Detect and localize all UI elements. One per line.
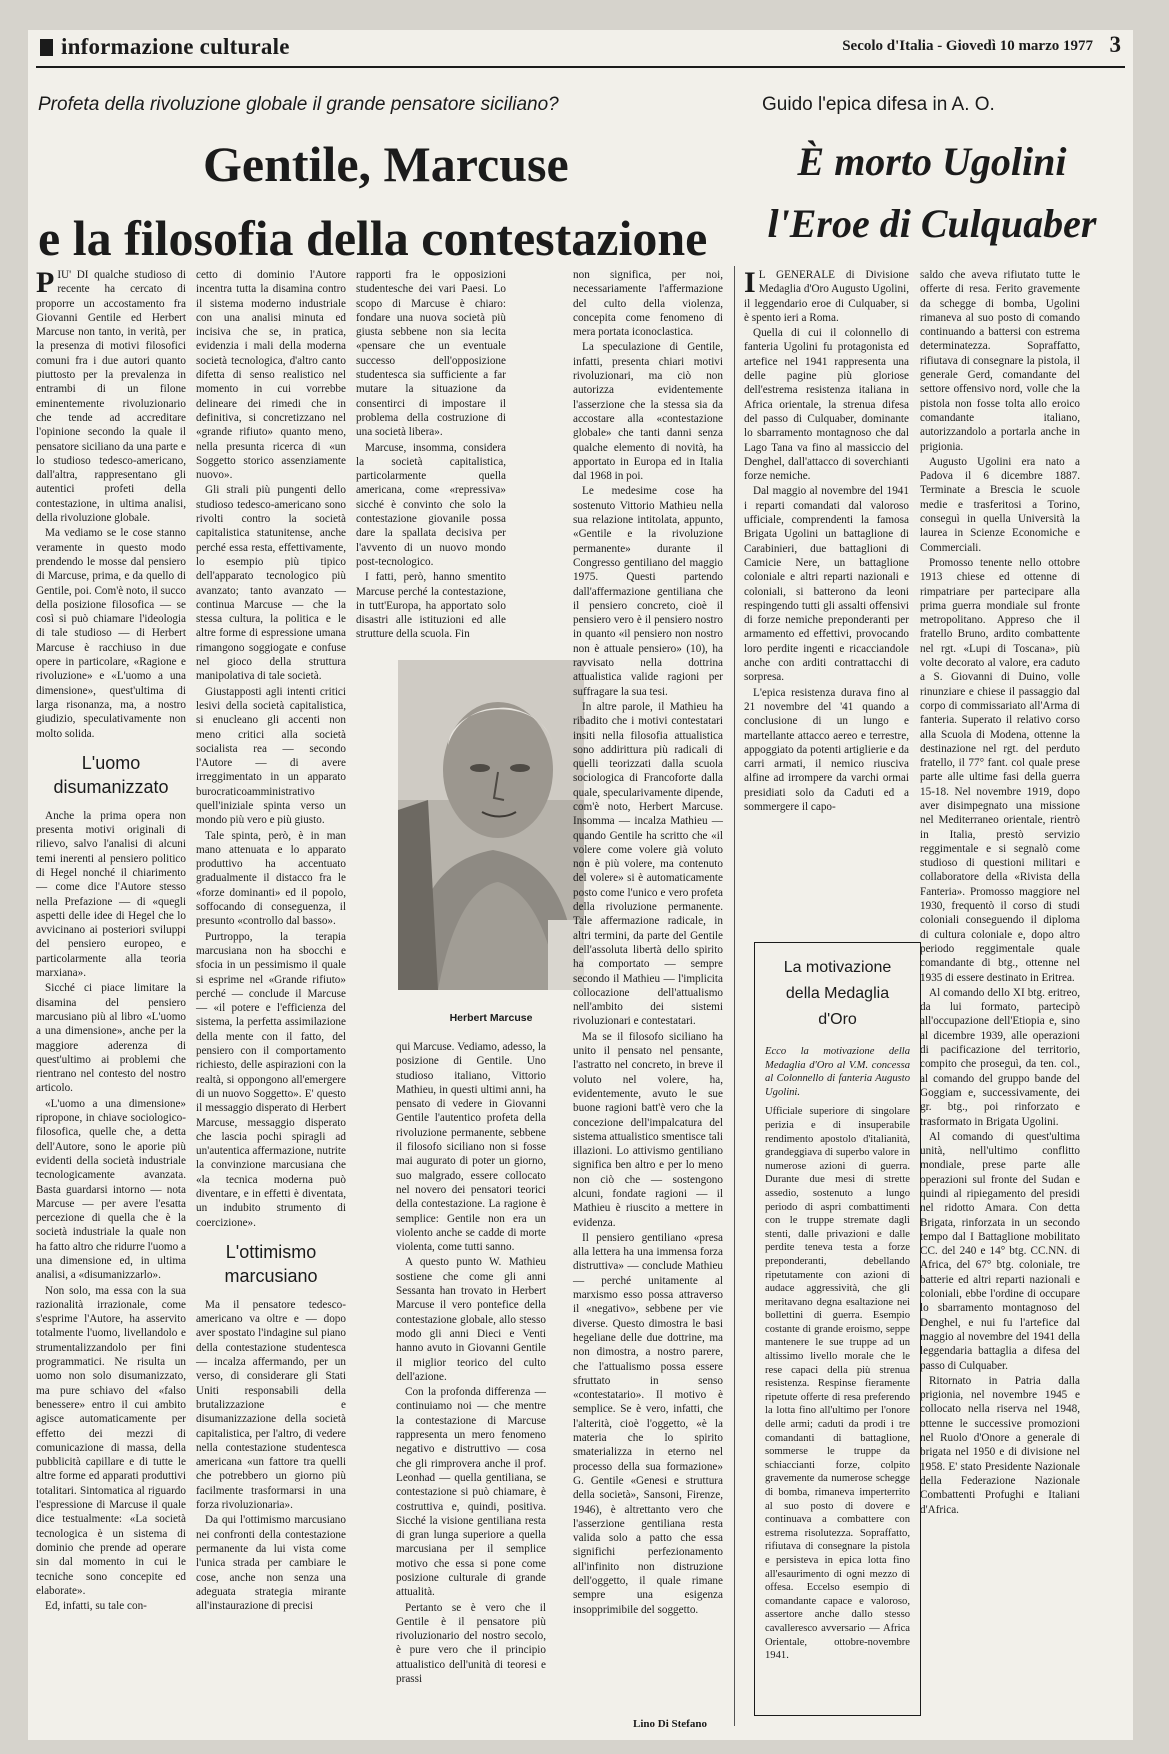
main-column-2 xyxy=(196,268,346,1730)
section-marker-icon xyxy=(40,39,53,56)
paragraph: Anche la prima opera non presenta motivi originali di rilievo, salvo l'analisi di alcuni temi inerenti al pensiero politico di Hegel nonché il chiarimento — come dice l'Autore stesso nella Prefazione — di «quegli aspetti delle idee di Hegel che lo avvicinano ai posteriori sviluppi del pensiero europeo, e particolarmente alla teoria marxiana». xyxy=(36,809,186,980)
paragraph: I fatti, però, hanno smentito Marcuse perché la contestazione, in tutt'Europa, ha apportato solo disastri alle istituzioni ed alle strutture della scuola. Fin xyxy=(356,571,506,641)
drop-cap: P xyxy=(36,266,55,299)
masthead-rule xyxy=(36,66,1125,68)
paragraph: Ritornato in Patria dalla prigionia, nel novembre 1945 e collocato nella riserva nel 1948, ottenne le successive promozioni nel Ruolo d'Onore a generale di brigata nel 1950 e di divisione nel 1958. E' stato Presidente Nazionale della Federazione Nazionale Combattenti Profughi e Italiani d'Africa. xyxy=(920,1374,1080,1516)
main-title-line2: e la filosofia della contestazione xyxy=(38,210,708,266)
section-header xyxy=(40,34,290,60)
paragraph: PIU' DI qualche studioso di recente ha cercato di proporre un accostamento fra Giovanni Gentile ed Herbert Marcuse non tanto, in verità, per la presenza di motivi filosofici comuni fra i due autori quanto piuttosto per la prevalenza in entrambi di un filone eminentemente rivoluzionario che tende ad accreditare l'opinione secondo la quale il pensatore siciliano da una parte e lo studioso tedesco-americano, dall'altra, rappresentano gli autentici profeti della contestazione, in ultima analisi, della rivoluzione globale. xyxy=(36,266,186,525)
paragraph: Ma se il filosofo siciliano ha unito il pensato nel pensante, l'astratto nel concreto, in breve il voluto nel volere, ha, evidentemente, avuto le sue buone ragioni batt'è vero che la concezione dell'impalcatura del sistema attualistico smentisce tali illazioni. Lo attivismo gentiliano significa ben altro e per lo meno non ciò che — sostengono alcuni, fondate ragioni — il Mathieu è riuscito a mettere in evidenza. xyxy=(573,1030,723,1229)
side-title-line2: l'Eroe di Culquaber xyxy=(767,201,1097,246)
paragraph: Promosso tenente nello ottobre 1913 chiese ed ottenne di rimpatriare per partecipare alla prima guerra mondiale sul fronte metropolitano. Appreso che il fratello Bruno, ardito combattente nel rgt. «Lupi di Toscana», più volte decorato al valore, era caduto a S. Giovanni di Duino, volle rinunziare e chiese il passaggio dal corpo di commissariato all'Arma di fanteria. Superato il relativo corso alla Scuola di Modena, ottenne la destinazione nel rgt. del perduto fratello, il 77° fant. col quale prese parte alle ultime fasi della guerra 15-18. Nel novembre 1919, dopo aver disimpegnato una missione nel Mediterraneo orientale, rientrò in Italia, prestò servizio reggimentale e si segnalò come studioso di questioni militari e collaboratore della «Rivista della Fanteria». Promosso maggiore nel 1930, frequentò il corso di studi coloniali conseguendo il diploma di cultura coloniale e, dopo altro periodo reggimentale quale comandante di btg., ottenne nel 1935 di essere destinato in Eritrea. xyxy=(920,556,1080,984)
paragraph: rapporti fra le opposizioni studentesche dei vari Paesi. Lo scopo di Marcuse è chiaro: fondare una nuova società più giusta sebbene non sia lecita «pensare che un eventuale successo dell'opposizione studentesca sia sufficiente a far mutare la situazione da consentirci di impostare il problema della costruzione di una società libera». xyxy=(356,269,506,439)
paragraph: Sicché ci piace limitare la disamina del pensiero marcusiano più al libro «L'uomo a una dimensione», anche per la maggiore aderenza di quest'ultimo ai problemi che rientrano nel contesto del nostro articolo. xyxy=(36,982,186,1095)
main-column-3-bottom xyxy=(396,1040,546,1730)
motivation-box-title: La motivazione della Medaglia d'Oro xyxy=(783,959,892,1028)
paragraph: Con la profonda differenza — continuiamo noi — che mentre la contestazione di Marcuse rappresenta un mero fenomeno negativo e distruttivo — cosa che gli rimprovera anche il prof. Leonhad — quella gentiliana, se contestazione si può chiamare, è costruttiva e, quindi, positiva. Sicché la visione gentiliana resta di gran lunga superiore a quella marcusiana per il semplice motivo che essa si pone come posizione culturale di grande attualità. xyxy=(396,1386,546,1599)
paragraph: Tale spinta, però, è in man mano attenuata e lo apparato produttivo ha accentuato gradualmente il distacco fra le «forze dominanti» ed il popolo, soffocando di conseguenza, il presunto «controllo dal basso». xyxy=(196,829,346,928)
page-number: 3 xyxy=(1109,32,1121,57)
marcuse-portrait-image xyxy=(398,660,584,990)
paragraph: L'epica resistenza durava fino al 21 novembre del '41 quando a conclusione di un lungo e martellante attacco aereo e terrestre, appoggiato da potenti artiglierie e da carri armati, il nemico riusciva alfine ad irrompere da varchi ormai presidiati solo da Caduti ed a sommergere il capo- xyxy=(744,686,909,813)
side-title-line1: È morto Ugolini xyxy=(797,139,1067,184)
paragraph: Il pensiero gentiliano «presa alla lettera ha una immensa forza distruttiva» — conclude Mathieu — perché unitamente al marxismo esso possa attraverso il «negativo», sebbene per vie diverse. Questo dimostra le basi hegeliane delle due dottrine, ma non dimostra, a nostro parere, che l'attualismo possa essere sfruttato in senso «contestatario». Il motivo è semplice. Se è vero, infatti, che l'alterità, cioè l'oggetto, «è la materia che lo spirito smaterializza in eterno nel processo della sua formazione» G. Gentile «Genesi e struttura della società», Sansoni, Firenze, 1946), è altrettanto vero che l'asserzione gentiliana resta valida solo a patto che essa significhi perfezionamento all'infinito non distruzione dell'oggetto, il quale rimane sempre una esigenza insopprimibile del soggetto. xyxy=(573,1231,723,1616)
section-title: informazione culturale xyxy=(61,34,290,59)
paragraph: I L GENERALE di Divisione Medaglia d'Oro Augusto Ugolini, il leggendario eroe di Culquaber, si è spento ieri a Roma. xyxy=(744,266,909,324)
motivation-box xyxy=(754,942,921,1716)
subheading-ottimismo-marcusiano: L'ottimismo marcusiano xyxy=(224,1241,318,1286)
main-column-3-top xyxy=(356,268,506,641)
main-column-1 xyxy=(36,268,186,1730)
paragraph: Marcuse, insomma, considera la società capitalistica, particolarmente quella americana, come «repressiva» sicché è convinto che solo la contestazione giovanile possa dare la spallata decisiva per l'avvento di un nuovo mondo post-tecnologico. xyxy=(356,441,506,568)
paragraph: Non solo, ma essa con la sua razionalità irrazionale, come s'esprime l'Autore, ha asservito totalmente l'uomo, livellandolo e strumentalizzandolo per fini programmatici. Ne risulta un uomo non solo disumanizzato, ma pure schiavo del «falso benessere» entro il cui ambito agisce automaticamente per effetto dei mezzi di comunicazione di massa, della pubblicità capillare e di tutte le altre forme ed apparati produttivi totalitari. Sintomatica al riguardo l'espressione di Marcuse il quale dice testualmente: «La società tecnologica è un sistema di dominio che prende ad operare sin dal momento in cui le tecniche sono concepite ed elaborate». xyxy=(36,1284,186,1597)
motivation-text: Ufficiale superiore di singolare perizia e di insuperabile rendimento apostolo d'italianità, grandeggiava di superbo valore in numerose azioni di guerra. Durante due mesi di strette assedio, sostenuto a lungo periodo di aspri combattimenti con le truppe stremate dagli stenti, dalle privazioni e dalle perdite teneva testa a forze preponderanti, debellando ripetutamente con azioni di audace aggressività, che gli meritavano degna esaltazione nei bollettini di guerra. Esempio costante di grande eroismo, seppe mantenere le sue truppe ad un altissimo livello morale che le rese capaci della più strenua resistenza. Respinse fieramente ripetute offerte di resa preferendo la lotta fino all'ultimo per l'onore delle armi; caduti da prodi i tre comandanti di battaglione, sommerse le truppe da schiaccianti forze, colpito gravemente da numerose schegge di bomba, rimaneva imperterrito al suo posto di dovere e continuava a combattere con estrema risolutezza. Sopraffatto, rifiutava di consegnare la pistola e persisteva in epica lotta fino all'esaurimento di ogni mezzo di offesa. Eccelso esempio di comandante capace e valoroso, assertore anche dallo stesso cavalleresco avversario — Africa Orientale, ottobre-novembre 1941. xyxy=(765,1106,910,1662)
byline: Lino Di Stefano xyxy=(633,1718,707,1730)
paragraph: saldo che aveva rifiutato tutte le offerte di resa. Ferito gravemente da schegge di bomba, Ugolini rimaneva al suo posto di comando continuando a battersi con estrema determinatezza. Sopraffatto, rifiutava di consegnare la pistola, il generale Gerd, comandante del settore offensivo nord, volle che la pistola non fosse tolta allo eroico comandante italiano, autorizzandolo a portarla anche in prigionia. xyxy=(920,269,1080,453)
paragraph: In altre parole, il Mathieu ha ribadito che i motivi contestatari insiti nella filosofia attualistica sono addirittura più radicali di quelli teorizzati dalla scuola sociologica di Francoforte dalla quale, specularivamente dipende, com'è noto, Herbert Marcuse. Insomma — incalza Mathieu — quando Gentile ha scritto che «il volere come volere già voluto non è più volere, ma contenuto del volere» si è automaticamente posto come l'unico e vero profeta della rivoluzione permanente. Tale affermazione radicale, in altri termini, da parte del Gentile dell'assoluta libertà dello spirito ha comportato — sempre secondo il Mathieu — l'implicita collocazione dell'attualismo nell'ambito dei sistemi rivoluzionari e contestatari. xyxy=(573,700,723,1028)
paragraph: Dal maggio al novembre del 1941 i reparti comandati dal valoroso ufficiale, comprendenti la famosa Brigata Ugolini un battaglione di Carabinieri, due battaglioni di Camicie Nere, un battaglione coloniale e altri reparti nazionali e coloniali, si batterono da leoni respingendo tutti gli assalti offensivi di forze nemiche preponderanti per armamento ed effettivi, provocando loro perdite ingenti e ricacciandole anche con arditi contrattacchi di sorpresa. xyxy=(744,485,909,684)
paragraph: Ma il pensatore tedesco-americano va oltre e — dopo aver spostato l'indagine sul piano della contestazione studentesca — incalza affermando, per un verso, di considerare gli Stati Uniti responsabili della brutalizzazione e disumanizzazione della società capitalistica, per l'altro, di vedere nella contestazione studentesca americana «un fattore tra quelli che potrebbero un giorno più facilmente trasformarsi in una forza rivoluzionaria». xyxy=(196,1298,346,1512)
paragraph: cetto di dominio l'Autore incentra tutta la disamina contro il sistema moderno industriale con una analisi minuta ed incisiva che se, in pratica, evidenzia i mali della moderna società tecnologica, d'altro canto difetta di senso realistico nel momento in cui vorrebbe delineare dei rimedi che in definitiva, si concretizzano nel «grande rifiuto» quanto meno, nella presunta ricerca di «un Soggetto storico assenziamente nuovo». xyxy=(196,269,346,482)
paragraph: Ma vediamo se le cose stanno veramente in questo modo prendendo le mosse dal pensiero di Marcuse, prima, e da quello di Gentile, poi. Com'è noto, il succo della posizione filosofica — se così si può chiamare l'ideologia di tale studioso — di Herbert Marcuse è racchiuso in due opere in particolare, «Ragione e rivoluzione» e «L'uomo a una dimensione», quest'ultima di larga risonanza, ma, a nostro giudizio, speculativamente non molto solida. xyxy=(36,527,186,740)
side-column-2 xyxy=(920,268,1080,1730)
paragraph: La speculazione di Gentile, infatti, presenta chiari motivi rivoluzionari, ma ciò non autorizza evidentemente l'asserzione che la stessa sia da accostare alla «contestazione globale» che tanti danni senza qualche elemento di novità, ha apportato in Europa ed in Italia dal 1968 in poi. xyxy=(573,341,723,483)
main-kicker: Profeta della rivoluzione globale il grande pensatore siciliano? xyxy=(38,94,559,115)
side-column-1 xyxy=(744,268,909,938)
paragraph: A questo punto W. Mathieu sostiene che come gli anni Sessanta han trovato in Herbert Marcuse il vero pontefice della contestazione globale, allo stesso modo gli anni Dieci e Venti hanno avuto in Giovanni Gentile il miglior teorico del culto dell'azione. xyxy=(396,1256,546,1383)
paragraph: Augusto Ugolini era nato a Padova il 6 dicembre 1887. Terminate a Brescia le scuole medie e trasferitosi a Torino, conseguì in quella Università la laurea in Scienze Economiche e Commerciali. xyxy=(920,455,1080,554)
paragraph: Da qui l'ottimismo marcusiano nei confronti della contestazione permanente da lui vista come l'unica strada per cambiare le cose, anche non senza una adeguata strategia mirante all'instaurazione di precisi xyxy=(196,1514,346,1613)
photo-caption: Herbert Marcuse xyxy=(449,1012,533,1024)
paragraph: Giustapposti agli intenti critici lesivi della società capitalistica, si enucleano gli accenti non meno critici alla società socialista rea — secondo l'Autore — di avere irreggimentato in un apparato burocraticoamministrativo quell'iniziale spinta verso un mondo più vero e più giusto. xyxy=(196,685,346,827)
publication-date: Secolo d'Italia - Giovedì 10 marzo 1977 xyxy=(842,38,1093,54)
motivation-intro: Ecco la motivazione della Medaglia d'Oro al V.M. concessa al Colonnello di fanteria Augusto Ugolini. xyxy=(765,1046,910,1098)
paragraph: Al comando di quest'ultima unità, nell'ultimo conflitto mondiale, prese parte alle operazioni sul fronte del Sudan e quindi al ripiegamento del presidi nel ridotto Amara. Con detta Brigata, rinforzata in un secondo tempo dal I Battaglione mobilitato CC. del 240 e 14° btg. CC.NN. di Africa, del 67° btg. coloniale, tre batterie ed altri reparti nazionali e coloniali, ebbe l'ordine di occupare lo sbarramento montagnoso del Denghel, e nui fu l'artefice dal maggio al novembre del 1941 della leggendaria battaglia a difesa del passo di Culquaber. xyxy=(920,1130,1080,1372)
newspaper-page xyxy=(28,30,1133,1740)
paragraph: Pertanto se è vero che il Gentile è il pensatore più rivoluzionario del nostro secolo, è pure vero che il principio attualistico dell'unità di teoresi e prassi xyxy=(396,1601,546,1686)
paragraph: Al comando dello XI btg. eritreo, da lui formato, partecipò all'occupazione dell'Etiopia e, sino al dicembre 1939, alle operazioni di pacificazione del territorio, compito che proseguì, da ten. col., al comando del gruppo bande del Goggiam e, successivamente, dei gr. btg., poi rinforzato e trasformato in Brigata Ugolini. xyxy=(920,986,1080,1128)
paragraph: Gli strali più pungenti dello studioso tedesco-americano sono rivolti contro la società capitalistica statunitense, anche perché essa resta, effettivamente, lo esempio più tipico dell'apparato tecnologico più avanzato; tanto avanzato — continua Marcuse — che la stessa cultura, la politica e le altre forme di espressione umana rimangono soggiogate e confuse nel gioco della struttura manipolativa di tale società. xyxy=(196,484,346,683)
paragraph: non significa, per noi, necessariamente l'affermazione del culto della violenza, concepita come fenomeno di mera portata iconoclastica. xyxy=(573,269,723,339)
paragraph: «L'uomo a una dimensione» ripropone, in chiave sociologico-filosofica, quelle che, a detta dell'Autore, sono le aporie più evidenti della società industriale tecnologicamente avanzata. Basta guardarsi intorno — nota Marcuse — per avere l'esatta percezione di quella che è la società industriale la quale non ha fatto altro che ridurre l'uomo a una dimensione ed, in ultima analisi, a «disumanizzarlo». xyxy=(36,1097,186,1282)
portrait-photo xyxy=(398,660,584,990)
side-kicker: Guido l'epica difesa in A. O. xyxy=(762,94,995,115)
paragraph: Le medesime cose ha sostenuto Vittorio Mathieu nella sua relazione intitolata, appunto, «Gentile e la rivoluzione permanente» durante il Congresso gentiliano del maggio 1975. Questi partendo dall'affermazione gentiliana che il pensiero concreto, cioè il pensiero vero è il pensiero nostro in quanto «il pensiero non nostro non è attuale pensiero» (10), ha ravvisato nella dottrina attualistica valide ragioni per suffragare la sua tesi. xyxy=(573,485,723,698)
paragraph: qui Marcuse. Vediamo, adesso, la posizione di Gentile. Uno studioso italiano, Vittorio Mathieu, in questi ultimi anni, ha pensato di vedere in Giovanni Gentile l'autentico profeta della rivoluzione permanente, sebbene il filosofo siciliano non si fosse mai augurato di poter un giorno, suo malgrado, essere collocato nel novero dei pensatori teorici della contestazione. La ragione è semplice: Gentile non era un violento anche se cadde di morte violenta, come tutti sanno. xyxy=(396,1041,546,1254)
column-divider xyxy=(734,266,735,1726)
subheading-uomo-disumanizzato: L'uomo disumanizzato xyxy=(53,752,169,797)
drop-cap: I xyxy=(744,266,756,299)
paragraph: Purtroppo, la terapia marcusiana non ha sbocchi e sfocia in un pessimismo il quale si esprime nel «Grande rifiuto» perché — conclude il Marcuse — «il potere e l'efficienza del sistema, la perfetta assimilazione della mente con il fatto, del pensiero con il comportamento richiesto, delle aspirazioni con la realtà, si oppongono all'emergere di un nuovo Soggetto». E' questo il messaggio disperato di Herbert Marcuse, messaggio disperato che lascia pochi spiragli ad un'autentica affermazione, nutrite la convinzione marcusiana che «la tecnica moderna può diventare, e in effetti è diventata, un indubito strumento di coercizione». xyxy=(196,930,346,1229)
paragraph: Quella di cui il colonnello di fanteria Ugolini fu protagonista ed artefice nel 1941 rappresenta una delle pagine più gloriose dell'estrema resistenza italiana in Africa orientale, la strenua difesa del passo di Culquaber, dominante lo sbarramento montagnoso che dal Lago Tana va fino al massiccio del Denghel, dall'attacco di soverchianti forze nemiche. xyxy=(744,327,909,483)
paragraph: Ed, infatti, su tale con- xyxy=(45,1600,147,1613)
main-title-line1: Gentile, Marcuse xyxy=(203,136,569,192)
main-column-4 xyxy=(573,268,723,1708)
